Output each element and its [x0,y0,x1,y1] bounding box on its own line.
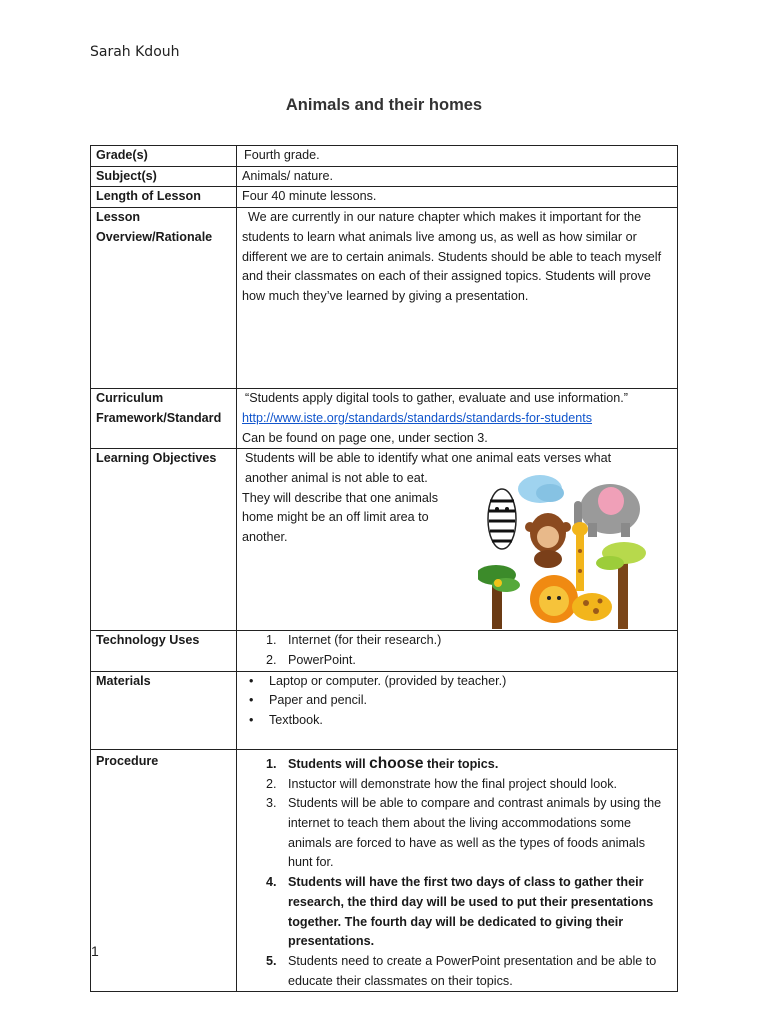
table-row [91,389,678,449]
materials-label: Materials [91,671,237,749]
technology-label: Technology Uses [91,631,237,671]
list-item: • Textbook. [249,713,323,728]
grade-value [237,146,678,167]
standard-quote: “Students apply digital tools to gather, evaluate and use information.” [245,391,628,406]
procedure-label: Procedure [91,749,237,992]
list-item: 3. Students will be able to compare and contrast animals by using the internet to teach them about the living accommodations some animals are forced to have as well as the types of foods animals hunt for. [266,796,662,870]
objective-line-1: Students will be able to identify what one animal eats verses what another animal is not able to eat. [245,451,612,485]
grade-text: Fourth grade. [244,148,320,162]
table-row [91,187,678,208]
materials-value [237,671,678,749]
length-value: Four 40 minute lessons. [237,187,678,208]
table-row [91,449,678,631]
list-item: 2. Instuctor will demonstrate how the final project should look. [266,776,618,791]
hippo-icon [518,475,564,503]
zebra-icon [488,489,516,549]
curriculum-value [237,389,678,449]
curriculum-label: Curriculum Framework/Standard [91,389,237,449]
objectives-value [237,449,678,631]
list-item: 1. Internet (for their research.) [266,633,442,648]
overview-value [237,208,678,389]
technology-list [242,631,672,670]
lion-icon [530,575,578,623]
table-row [91,146,678,167]
list-item: 2. PowerPoint. [266,652,356,667]
length-label: Length of Lesson [91,187,237,208]
standard-note: Can be found on page one, under section 3. [242,430,488,445]
list-item: 1. Students will choose their topics. [266,754,499,772]
objectives-label: Learning Objectives [91,449,237,631]
procedure-value [237,749,678,992]
page-number: 1 [91,943,99,959]
list-item: 4. Students will have the first two days of class to gather their research, the third day will be used to put their presentations together. The fourth day will be dedicated to giving their presentations. [266,875,654,949]
palm-tree-icon [478,565,520,629]
table-row [91,749,678,992]
procedure-list [242,750,672,992]
overview-text: We are currently in our nature chapter which makes it important for the students to learn what animals live among us, as well as how similar or different we are to certain animals. Students should be able to teach myself and their classmates on each of their assigned topics. Students will prove how much they’ve learned by giving a presentation. [242,210,662,303]
technology-value [237,631,678,671]
table-row [91,631,678,671]
table-row [91,208,678,389]
objective-line-2: They will describe that one animals home might be an off limit area to another. [242,490,438,545]
jungle-animals-image [478,471,646,629]
monkey-icon [525,513,571,568]
subject-value: Animals/ nature. [237,166,678,187]
list-item: • Paper and pencil. [249,693,368,708]
table-row [91,166,678,187]
table-row [91,671,678,749]
author-name: Sarah Kdouh [90,44,180,60]
list-item: • Laptop or computer. (provided by teacher.) [249,673,507,688]
materials-list [242,672,672,731]
overview-label: Lesson Overview/Rationale [91,208,237,389]
lesson-plan-table [90,145,678,992]
page-title: Animals and their homes [285,96,483,114]
grade-label: Grade(s) [91,146,237,167]
subject-label: Subject(s) [91,166,237,187]
list-item: 5. Students need to create a PowerPoint presentation and be able to educate their classmates on their topics. [266,953,657,988]
standards-link[interactable]: http://www.iste.org/standards/standards/standards-for-students [242,410,592,425]
